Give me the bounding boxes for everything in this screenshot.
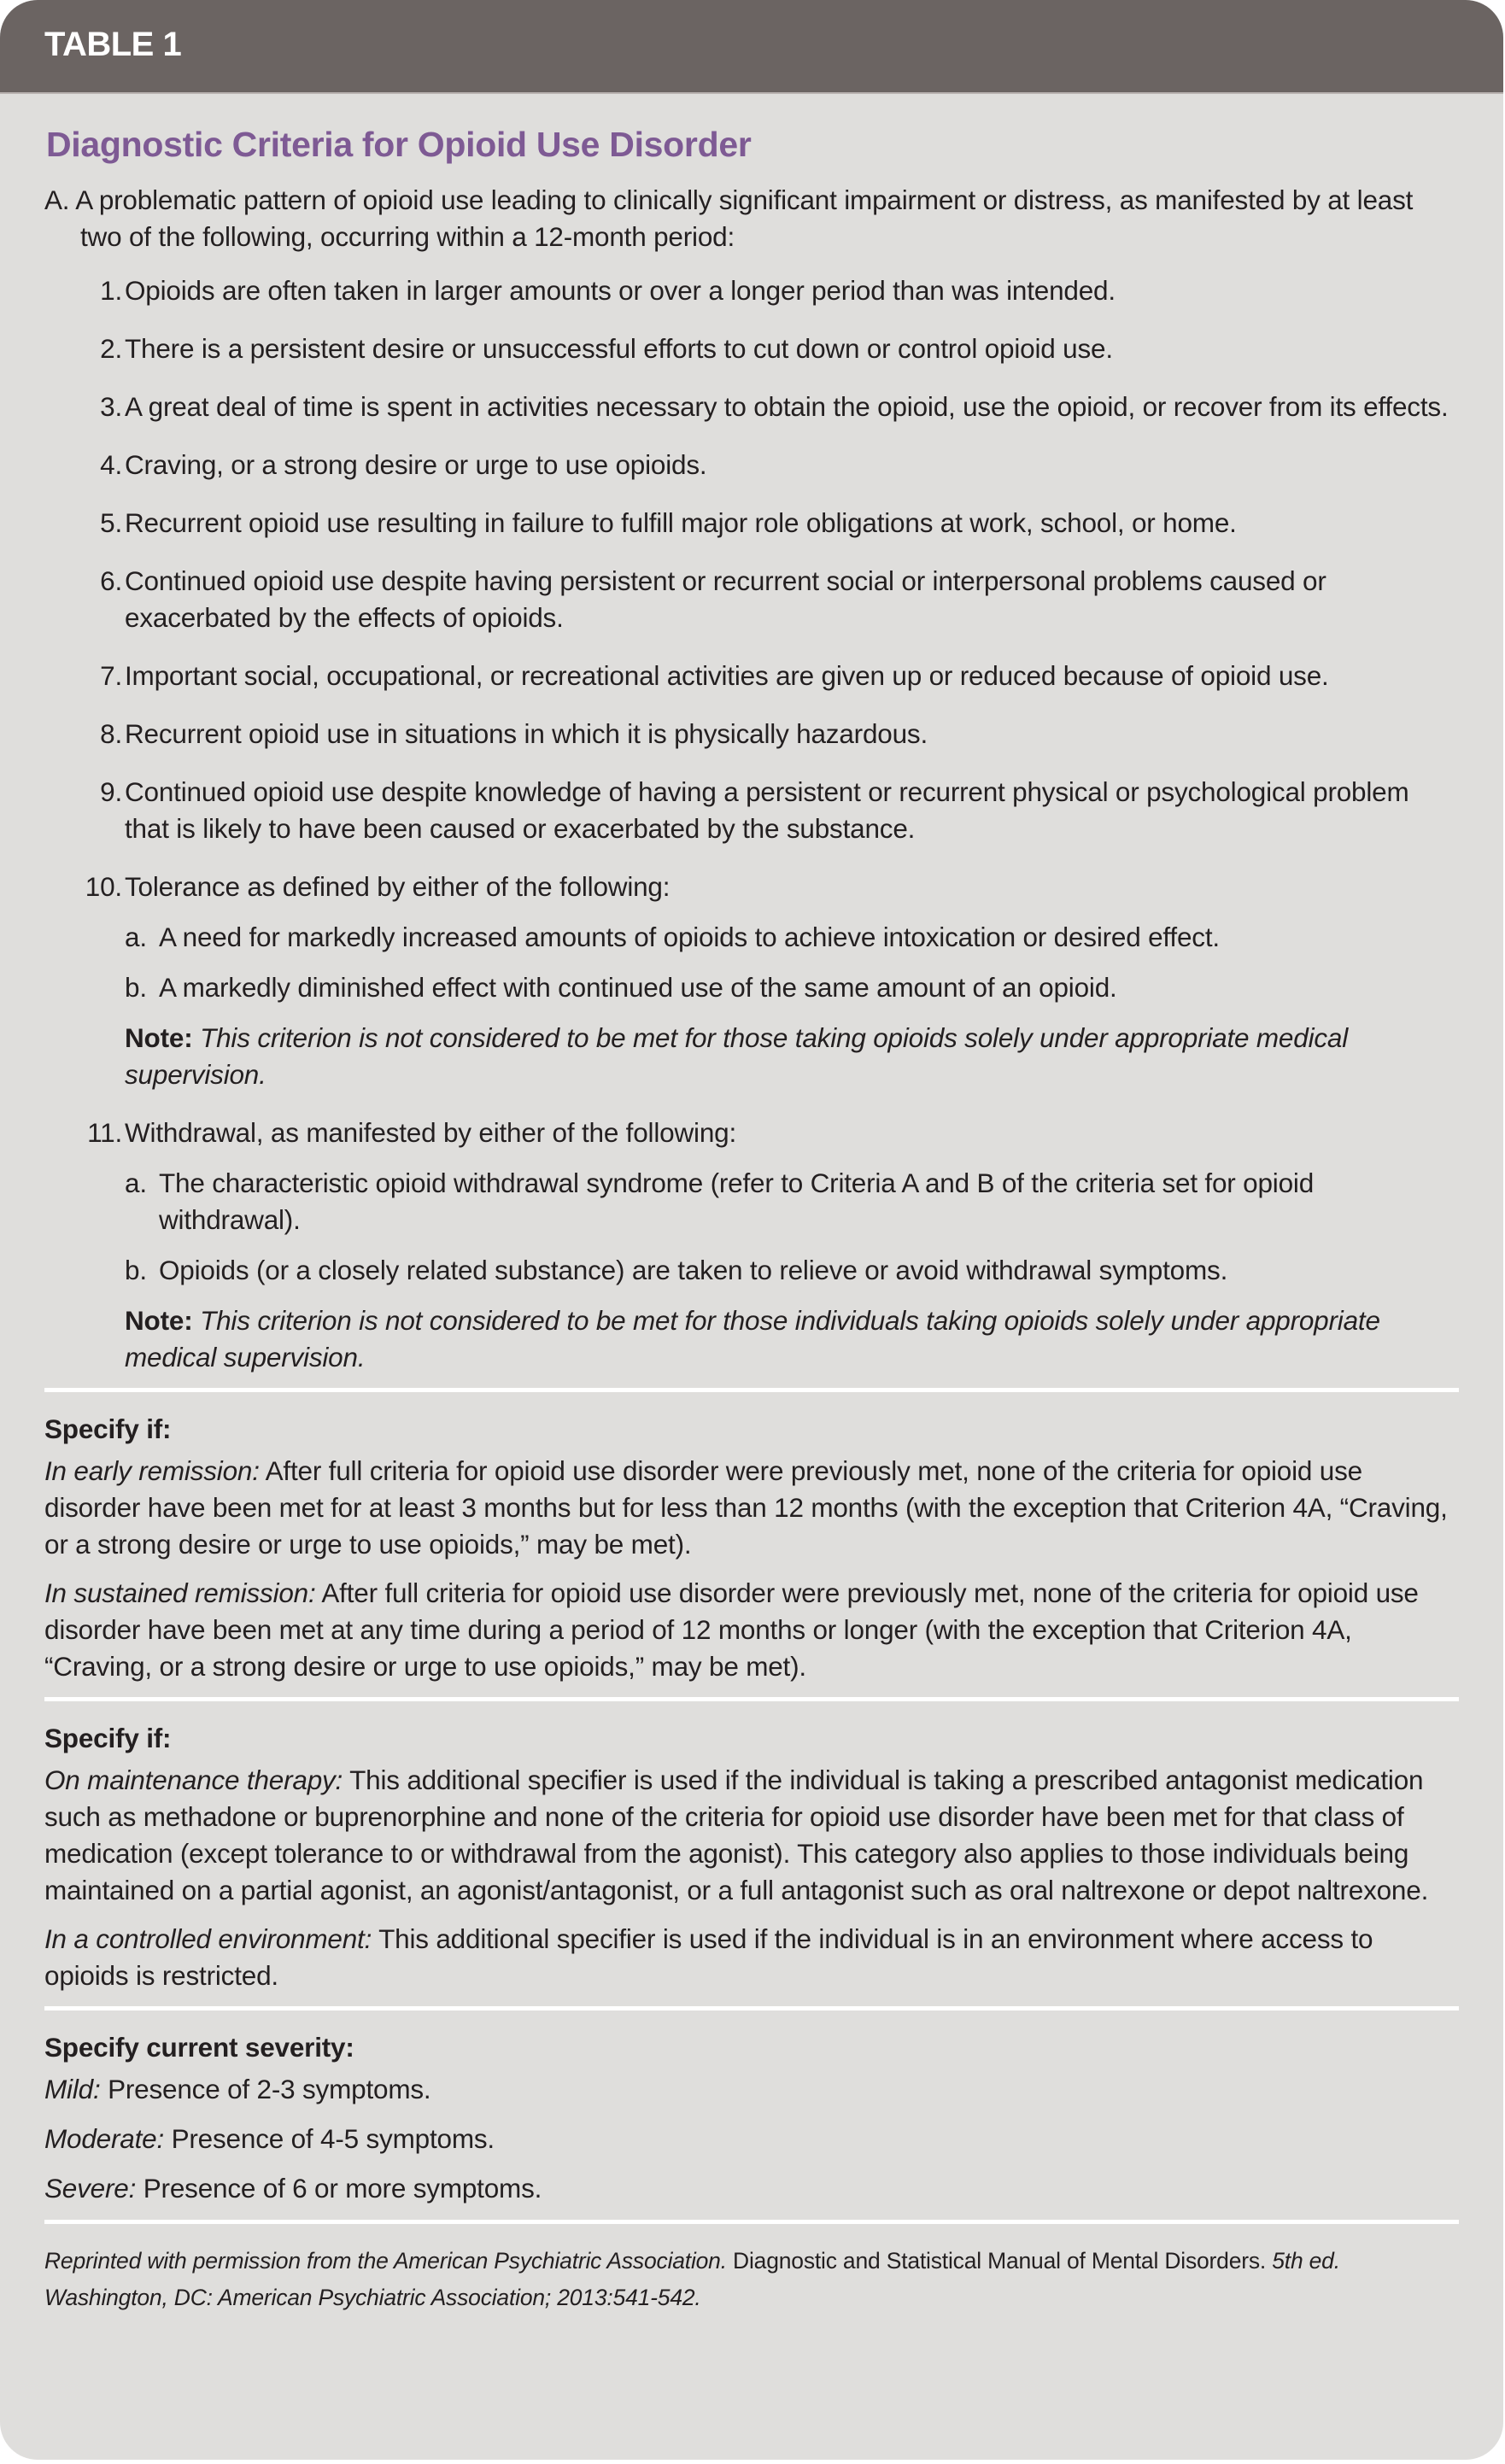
citation-suffix: 5th ed. Washington, DC: American Psychiatric Association; 2013:541-542. <box>44 2248 1340 2310</box>
sub-item <box>44 969 1459 1006</box>
sub-item <box>44 1252 1459 1289</box>
severity-level <box>44 2071 1459 2108</box>
note-text: This criterion is not considered to be met for those individuals taking opioids solely under appropriate medical supervision. <box>125 1305 1380 1372</box>
entry-text: After full criteria for opioid use disorder were previously met, none of the criteria for opioid use disorder have been met for at least 3 months but for less than 12 months (with the exception that Criterion 4A, “Craving, or a strong desire or urge to use opioids,” may be met). <box>44 1455 1448 1560</box>
sub-item <box>44 919 1459 956</box>
criterion-item <box>44 563 1459 636</box>
table-content <box>0 94 1503 2316</box>
item-text: Opioids are often taken in larger amounts or over a longer period than was intended. <box>125 275 1116 306</box>
entry-text: After full criteria for opioid use disorder were previously met, none of the criteria for opioid use disorder have been met at any time during a period of 12 months or longer (with the exception that Criterion 4A, “Craving, or a strong desire or urge to use opioids,” may be met). <box>44 1577 1419 1682</box>
item-text: Recurrent opioid use in situations in which it is physically hazardous. <box>125 718 928 749</box>
criterion-item <box>44 774 1459 847</box>
criterion-a-text: A problematic pattern of opioid use leading to clinically significant impairment or distress, as manifested by at least two of the following, occurring within a 12-month period: <box>75 184 1414 252</box>
criterion-a <box>44 182 1459 255</box>
note-label: Note: <box>125 1305 193 1336</box>
section-divider <box>44 1388 1459 1392</box>
maintenance-entry <box>44 1921 1459 1994</box>
item-text: Recurrent opioid use resulting in failure to fulfill major role obligations at work, school, or home. <box>125 507 1237 538</box>
entry-term: In early remission: <box>44 1455 260 1486</box>
criterion-item-tolerance <box>44 869 1459 905</box>
criterion-item <box>44 447 1459 483</box>
severity-level <box>44 2121 1459 2157</box>
sub-item <box>44 1165 1459 1238</box>
sub-item-letter: b. <box>125 972 147 1003</box>
table-label: TABLE 1 <box>44 26 182 63</box>
item-text: Important social, occupational, or recreational activities are given up or reduced because of opioid use. <box>125 660 1329 691</box>
tolerance-note <box>44 1020 1459 1093</box>
remission-entry <box>44 1453 1459 1563</box>
item-text: There is a persistent desire or unsuccessful efforts to cut down or control opioid use. <box>125 333 1113 364</box>
sub-item-text: A markedly diminished effect with continued use of the same amount of an opioid. <box>159 972 1117 1003</box>
item-text: Continued opioid use despite having persistent or recurrent social or interpersonal problems caused or exacerbated by the effects of opioids. <box>125 565 1326 633</box>
entry-term: In a controlled environment: <box>44 1923 372 1954</box>
item-number: 6. <box>100 565 122 596</box>
item-number: 3. <box>100 391 122 422</box>
note-label: Note: <box>125 1022 193 1053</box>
item-text: Tolerance as defined by either of the following: <box>125 871 671 902</box>
item-number: 10. <box>85 871 122 902</box>
item-number: 9. <box>100 776 122 807</box>
criterion-item-withdrawal <box>44 1115 1459 1151</box>
severity-term: Mild: <box>44 2074 101 2104</box>
entry-text: This additional specifier is used if the individual is in an environment where access to opioids is restricted. <box>44 1923 1373 1991</box>
criterion-item <box>44 505 1459 541</box>
withdrawal-note <box>44 1302 1459 1376</box>
entry-text: This additional specifier is used if the individual is taking a prescribed antagonist medication such as methadone or buprenorphine and none of the criteria for opioid use disorder have been met for that class of medication (except tolerance to or withdrawal from the agonist). This category also applies to those individuals being maintained on a partial agonist, an agonist/antagonist, or a full antagonist such as oral naltrexone or depot naltrexone. <box>44 1765 1429 1905</box>
item-number: 7. <box>100 660 122 691</box>
item-text: Withdrawal, as manifested by either of the following: <box>125 1117 737 1148</box>
item-text: Craving, or a strong desire or urge to use opioids. <box>125 449 707 480</box>
item-text: Continued opioid use despite knowledge of having a persistent or recurrent physical or psychological problem that is likely to have been caused or exacerbated by the substance. <box>125 776 1409 844</box>
item-number: 4. <box>100 449 122 480</box>
maintenance-entry <box>44 1762 1459 1909</box>
sub-item-letter: b. <box>125 1255 147 1285</box>
item-number: 11. <box>87 1117 122 1148</box>
severity-text: Presence of 4-5 symptoms. <box>164 2123 495 2154</box>
sub-item-letter: a. <box>125 1168 147 1198</box>
sub-item-letter: a. <box>125 922 147 952</box>
criterion-item <box>44 389 1459 425</box>
severity-level <box>44 2170 1459 2207</box>
item-number: 2. <box>100 333 122 364</box>
severity-term: Severe: <box>44 2173 137 2204</box>
source-citation <box>44 2243 1459 2316</box>
table-header <box>0 0 1503 94</box>
severity-heading: Specify current severity: <box>44 2032 354 2063</box>
severity-text: Presence of 6 or more symptoms. <box>136 2173 542 2204</box>
sub-item-text: A need for markedly increased amounts of opioids to achieve intoxication or desired effect. <box>159 922 1220 952</box>
remission-heading: Specify if: <box>44 1413 172 1444</box>
note-text: This criterion is not considered to be met for those taking opioids solely under appropriate medical supervision. <box>125 1022 1349 1090</box>
criterion-item <box>44 331 1459 367</box>
section-divider <box>44 2220 1459 2224</box>
citation-book: Diagnostic and Statistical Manual of Mental Disorders. <box>733 2248 1267 2274</box>
entry-term: On maintenance therapy: <box>44 1765 343 1795</box>
citation-prefix: Reprinted with permission from the American Psychiatric Association. <box>44 2248 734 2274</box>
criterion-a-label: A. <box>44 184 70 215</box>
item-number: 8. <box>100 718 122 749</box>
criterion-item <box>44 272 1459 309</box>
item-number: 1. <box>100 275 122 306</box>
item-number: 5. <box>100 507 122 538</box>
sub-item-text: The characteristic opioid withdrawal syndrome (refer to Criteria A and B of the criteria set for opioid withdrawal). <box>159 1168 1315 1235</box>
maintenance-heading: Specify if: <box>44 1723 172 1753</box>
section-divider <box>44 1697 1459 1701</box>
table-title: Diagnostic Criteria for Opioid Use Disorder <box>46 125 752 164</box>
section-divider <box>44 2006 1459 2010</box>
item-text: A great deal of time is spent in activities necessary to obtain the opioid, use the opioid, or recover from its effects. <box>125 391 1449 422</box>
entry-term: In sustained remission: <box>44 1577 316 1608</box>
severity-term: Moderate: <box>44 2123 165 2154</box>
severity-text: Presence of 2-3 symptoms. <box>100 2074 431 2104</box>
sub-item-text: Opioids (or a closely related substance) are taken to relieve or avoid withdrawal symptoms. <box>159 1255 1228 1285</box>
criterion-item <box>44 658 1459 694</box>
criterion-item <box>44 716 1459 752</box>
remission-entry <box>44 1575 1459 1685</box>
